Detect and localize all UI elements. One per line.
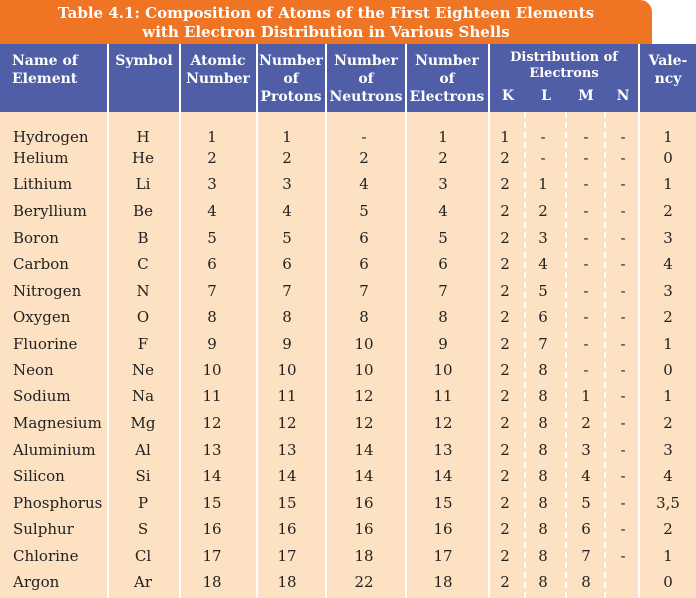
shell-k-cell: 2 [500, 282, 510, 300]
electrons-cell: 7 [438, 282, 448, 300]
element-name-cell: Lithium [13, 175, 73, 193]
element-name-cell: Nitrogen [13, 282, 82, 300]
shell-m-cell: 8 [581, 573, 591, 591]
atomic-number-cell: 12 [202, 414, 222, 432]
element-name-cell: Beryllium [13, 202, 87, 220]
shell-m-cell: - [583, 282, 589, 300]
shell-k-cell: 2 [500, 547, 510, 565]
header-protons: Number of Protons [259, 53, 323, 105]
element-name-cell: Fluorine [13, 335, 78, 353]
element-symbol-cell: Li [135, 175, 151, 193]
neutrons-cell: 14 [354, 441, 374, 459]
element-name-cell: Chlorine [13, 547, 79, 565]
electrons-cell: 14 [433, 467, 453, 485]
shell-m-cell: - [583, 128, 589, 146]
element-symbol-cell: He [132, 149, 154, 167]
table-row [0, 126, 696, 148]
shell-l-cell: 8 [538, 547, 548, 565]
element-name-cell: Carbon [13, 255, 69, 273]
table-row [0, 359, 696, 381]
shell-k-cell: 2 [500, 149, 510, 167]
shell-m-cell: - [583, 149, 589, 167]
table-row [0, 173, 696, 195]
shell-n-cell: - [620, 414, 626, 432]
shell-l-cell: 8 [538, 387, 548, 405]
element-symbol-cell: Ne [131, 361, 154, 379]
element-name-cell: Helium [13, 149, 69, 167]
protons-cell: 1 [282, 128, 292, 146]
header-shell-m: M [578, 88, 594, 104]
shell-l-cell: 8 [538, 520, 548, 538]
shell-m-cell: - [583, 255, 589, 273]
header-neutrons: Number of Neutrons [329, 53, 403, 105]
neutrons-cell: 14 [354, 467, 374, 485]
shell-m-cell: - [583, 202, 589, 220]
neutrons-cell: 7 [359, 282, 369, 300]
valency-cell: 2 [663, 308, 673, 326]
shell-m-cell: 5 [581, 494, 591, 512]
shell-k-cell: 2 [500, 361, 510, 379]
side-tab [652, 0, 696, 44]
electrons-cell: 2 [438, 149, 448, 167]
neutrons-cell: - [361, 128, 367, 146]
electrons-cell: 1 [438, 128, 448, 146]
protons-cell: 15 [277, 494, 297, 512]
table-row [0, 518, 696, 540]
element-name-cell: Hydrogen [13, 128, 89, 146]
protons-cell: 16 [277, 520, 297, 538]
neutrons-cell: 18 [354, 547, 374, 565]
shell-m-cell: - [583, 175, 589, 193]
shell-n-cell: - [620, 520, 626, 538]
shell-l-cell: 8 [538, 441, 548, 459]
protons-cell: 7 [282, 282, 292, 300]
electrons-cell: 10 [433, 361, 453, 379]
element-name-cell: Aluminium [13, 441, 96, 459]
element-name-cell: Sodium [13, 387, 71, 405]
atomic-number-cell: 8 [207, 308, 217, 326]
header-divider [107, 44, 109, 112]
shell-k-cell: 2 [500, 520, 510, 538]
valency-cell: 4 [663, 467, 673, 485]
neutrons-cell: 10 [354, 361, 374, 379]
element-name-cell: Silicon [13, 467, 65, 485]
shell-l-cell: 8 [538, 467, 548, 485]
shell-k-cell: 2 [500, 202, 510, 220]
valency-cell: 3 [663, 282, 673, 300]
protons-cell: 2 [282, 149, 292, 167]
header-divider [488, 44, 490, 112]
header-valency: Vale- ncy [648, 53, 688, 87]
neutrons-cell: 12 [354, 414, 374, 432]
shell-l-cell: 8 [538, 414, 548, 432]
protons-cell: 12 [277, 414, 297, 432]
protons-cell: 13 [277, 441, 297, 459]
table-row [0, 227, 696, 249]
header-divider [405, 44, 407, 112]
shell-m-cell: - [583, 361, 589, 379]
header-divider [256, 44, 258, 112]
shell-k-cell: 1 [500, 128, 510, 146]
table-row [0, 280, 696, 302]
shell-k-cell: 2 [500, 229, 510, 247]
shell-l-cell: - [540, 128, 546, 146]
shell-n-cell: - [620, 494, 626, 512]
header-divider [179, 44, 181, 112]
shell-n-cell: - [620, 255, 626, 273]
valency-cell: 0 [663, 361, 673, 379]
shell-k-cell: 2 [500, 387, 510, 405]
element-symbol-cell: Si [135, 467, 151, 485]
electrons-cell: 4 [438, 202, 448, 220]
shell-l-cell: 5 [538, 282, 548, 300]
atomic-number-cell: 2 [207, 149, 217, 167]
element-symbol-cell: S [137, 520, 149, 538]
valency-cell: 3 [663, 229, 673, 247]
neutrons-cell: 6 [359, 255, 369, 273]
atomic-number-cell: 5 [207, 229, 217, 247]
valency-cell: 0 [663, 573, 673, 591]
atomic-number-cell: 3 [207, 175, 217, 193]
neutrons-cell: 10 [354, 335, 374, 353]
header-divider [638, 44, 640, 112]
header-distribution: Distribution of Electrons [510, 50, 618, 81]
shell-l-cell: 3 [538, 229, 548, 247]
header-atomic-number: Atomic Number [186, 53, 250, 87]
table-row [0, 545, 696, 567]
electrons-cell: 5 [438, 229, 448, 247]
shell-m-cell: - [583, 308, 589, 326]
element-symbol-cell: F [137, 335, 149, 353]
shell-k-cell: 2 [500, 308, 510, 326]
shell-k-cell: 2 [500, 414, 510, 432]
neutrons-cell: 4 [359, 175, 369, 193]
table-row [0, 412, 696, 434]
valency-cell: 0 [663, 149, 673, 167]
shell-m-cell: 2 [581, 414, 591, 432]
protons-cell: 5 [282, 229, 292, 247]
element-symbol-cell: Be [133, 202, 153, 220]
shell-n-cell: - [620, 175, 626, 193]
neutrons-cell: 8 [359, 308, 369, 326]
valency-cell: 3,5 [656, 494, 680, 512]
shell-n-cell: - [620, 202, 626, 220]
shell-k-cell: 2 [500, 335, 510, 353]
shell-n-cell: - [620, 128, 626, 146]
atomic-number-cell: 10 [202, 361, 222, 379]
protons-cell: 6 [282, 255, 292, 273]
shell-l-cell: 7 [538, 335, 548, 353]
table-title-line1: Table 4.1: Composition of Atoms of the First Eighteen Elements [57, 4, 595, 22]
element-symbol-cell: Na [131, 387, 155, 405]
header-shell-n: N [616, 88, 630, 104]
protons-cell: 17 [277, 547, 297, 565]
element-symbol-cell: H [136, 128, 150, 146]
shell-k-cell: 2 [500, 467, 510, 485]
atomic-number-cell: 18 [202, 573, 222, 591]
atomic-number-cell: 1 [207, 128, 217, 146]
neutrons-cell: 6 [359, 229, 369, 247]
protons-cell: 18 [277, 573, 297, 591]
shell-k-cell: 2 [500, 175, 510, 193]
valency-cell: 4 [663, 255, 673, 273]
element-symbol-cell: Al [135, 441, 151, 459]
protons-cell: 11 [277, 387, 297, 405]
electrons-cell: 13 [433, 441, 453, 459]
valency-cell: 2 [663, 202, 673, 220]
electrons-cell: 15 [433, 494, 453, 512]
element-symbol-cell: B [137, 229, 149, 247]
shell-m-cell: 3 [581, 441, 591, 459]
protons-cell: 14 [277, 467, 297, 485]
shell-m-cell: 1 [581, 387, 591, 405]
shell-k-cell: 2 [500, 494, 510, 512]
valency-cell: 1 [663, 335, 673, 353]
protons-cell: 3 [282, 175, 292, 193]
atomic-number-cell: 14 [202, 467, 222, 485]
shell-n-cell: - [620, 361, 626, 379]
shell-l-cell: 8 [538, 361, 548, 379]
electrons-cell: 8 [438, 308, 448, 326]
element-name-cell: Phosphorus [13, 494, 103, 512]
shell-m-cell: 7 [581, 547, 591, 565]
table-title-line2: with Electron Distribution in Various Shells [142, 23, 510, 41]
table-row [0, 200, 696, 222]
protons-cell: 9 [282, 335, 292, 353]
element-symbol-cell: P [137, 494, 149, 512]
element-symbol-cell: Ar [133, 573, 152, 591]
shell-m-cell: - [583, 335, 589, 353]
atomic-number-cell: 7 [207, 282, 217, 300]
neutrons-cell: 12 [354, 387, 374, 405]
neutrons-cell: 16 [354, 520, 374, 538]
shell-m-cell: 6 [581, 520, 591, 538]
shell-n-cell: - [620, 149, 626, 167]
valency-cell: 1 [663, 387, 673, 405]
shell-l-cell: 8 [538, 494, 548, 512]
shell-n-cell: - [620, 467, 626, 485]
neutrons-cell: 16 [354, 494, 374, 512]
electrons-cell: 18 [433, 573, 453, 591]
electrons-cell: 12 [433, 414, 453, 432]
header-divider [325, 44, 327, 112]
electrons-cell: 17 [433, 547, 453, 565]
element-name-cell: Sulphur [13, 520, 74, 538]
electrons-cell: 16 [433, 520, 453, 538]
table-row [0, 253, 696, 275]
shell-l-cell: 6 [538, 308, 548, 326]
shell-l-cell: 1 [538, 175, 548, 193]
element-symbol-cell: N [136, 282, 150, 300]
shell-n-cell: - [620, 387, 626, 405]
valency-cell: 1 [663, 547, 673, 565]
shell-n-cell: - [620, 229, 626, 247]
shell-k-cell: 2 [500, 255, 510, 273]
table-row [0, 571, 696, 593]
element-name-cell: Boron [13, 229, 59, 247]
shell-k-cell: 2 [500, 573, 510, 591]
protons-cell: 8 [282, 308, 292, 326]
table-row [0, 385, 696, 407]
shell-l-cell: 2 [538, 202, 548, 220]
table-title [0, 0, 652, 44]
header-electrons: Number of Electrons [409, 53, 485, 105]
atomic-number-cell: 9 [207, 335, 217, 353]
atomic-number-cell: 16 [202, 520, 222, 538]
shell-n-cell: - [620, 308, 626, 326]
atomic-number-cell: 6 [207, 255, 217, 273]
element-symbol-cell: C [137, 255, 149, 273]
header-symbol: Symbol [115, 53, 173, 69]
electrons-cell: 9 [438, 335, 448, 353]
header-shell-l: L [541, 88, 551, 104]
table-row [0, 333, 696, 355]
neutrons-cell: 5 [359, 202, 369, 220]
valency-cell: 1 [663, 175, 673, 193]
shell-k-cell: 2 [500, 441, 510, 459]
valency-cell: 3 [663, 441, 673, 459]
atomic-number-cell: 11 [202, 387, 222, 405]
shell-n-cell: - [620, 335, 626, 353]
shell-n-cell: - [620, 441, 626, 459]
shell-l-cell: 8 [538, 573, 548, 591]
shell-n-cell: - [620, 547, 626, 565]
table-row [0, 492, 696, 514]
protons-cell: 4 [282, 202, 292, 220]
electrons-cell: 3 [438, 175, 448, 193]
atomic-number-cell: 15 [202, 494, 222, 512]
valency-cell: 2 [663, 520, 673, 538]
electrons-cell: 11 [433, 387, 453, 405]
neutrons-cell: 2 [359, 149, 369, 167]
shell-m-cell: - [583, 229, 589, 247]
element-name-cell: Argon [13, 573, 60, 591]
shell-l-cell: 4 [538, 255, 548, 273]
header-shell-k: K [501, 88, 515, 104]
valency-cell: 2 [663, 414, 673, 432]
header-name: Name of Element [12, 53, 78, 87]
element-name-cell: Oxygen [13, 308, 71, 326]
element-name-cell: Neon [13, 361, 54, 379]
table-row [0, 465, 696, 487]
atomic-number-cell: 4 [207, 202, 217, 220]
table-row [0, 147, 696, 169]
element-symbol-cell: Cl [134, 547, 152, 565]
shell-l-cell: - [540, 149, 546, 167]
table-row [0, 306, 696, 328]
atomic-number-cell: 13 [202, 441, 222, 459]
neutrons-cell: 22 [354, 573, 374, 591]
element-symbol-cell: O [136, 308, 150, 326]
table-row [0, 439, 696, 461]
protons-cell: 10 [277, 361, 297, 379]
shell-m-cell: 4 [581, 467, 591, 485]
valency-cell: 1 [663, 128, 673, 146]
atomic-number-cell: 17 [202, 547, 222, 565]
element-name-cell: Magnesium [13, 414, 102, 432]
shell-n-cell: - [620, 282, 626, 300]
electrons-cell: 6 [438, 255, 448, 273]
element-symbol-cell: Mg [130, 414, 156, 432]
